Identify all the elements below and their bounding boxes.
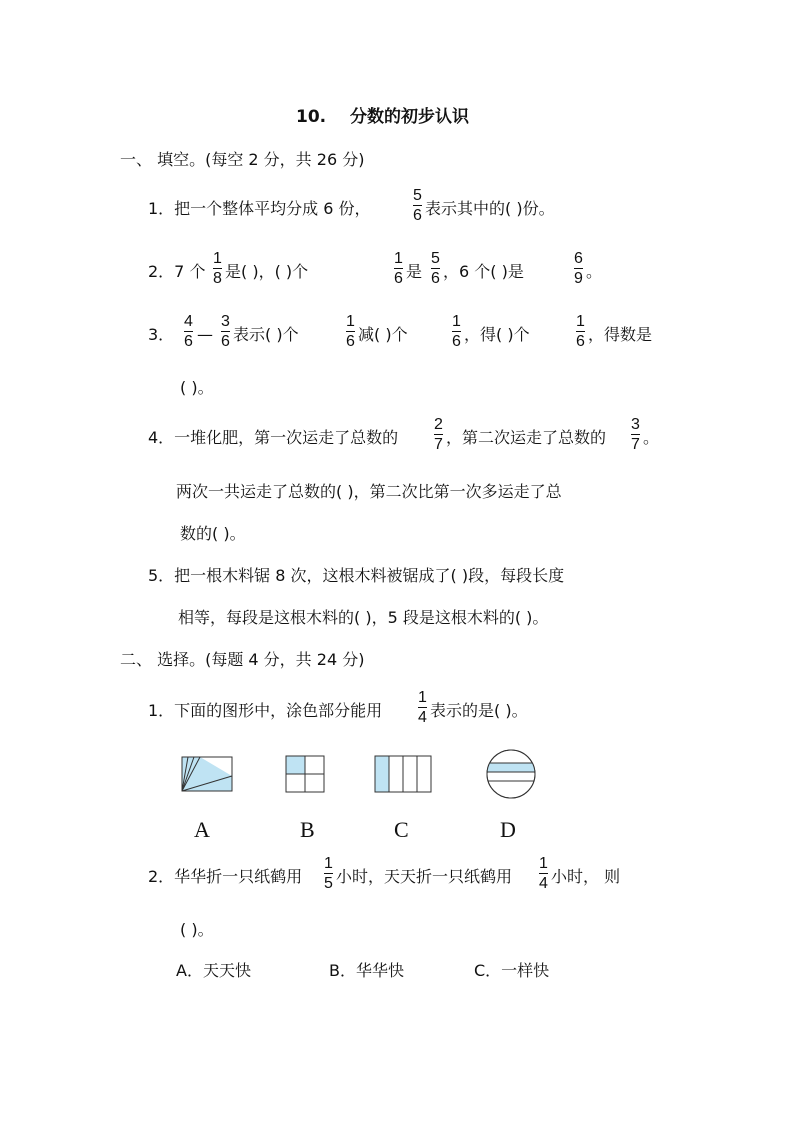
choice-c[interactable]: C．一样快 [474,961,550,980]
section-1-header: 一、 填空。(每空 2 分，共 26 分) [120,150,365,169]
denominator: 6 [184,333,193,350]
denominator: 7 [434,436,443,453]
fraction [539,855,548,892]
numerator: 1 [576,313,585,330]
q1-3-text-a: 3． [148,325,175,344]
q1-2-text-b: 是( )，( )个 [225,262,309,281]
q1-2-text-c: 是 [406,262,423,281]
numerator: 1 [452,313,461,330]
numerator: 3 [221,313,230,330]
q1-4-text-a: 4．一堆化肥，第一次运走了总数的 [148,428,399,447]
q1-3-text-b: 表示( )个 [233,325,299,344]
minus-sign: — [197,325,213,344]
q2-1-text-b: 表示的是( )。 [430,701,528,720]
fraction-bar [324,873,333,874]
q1-4-text-b: ，第二次运走了总数的 [446,428,607,447]
numerator: 2 [434,416,443,433]
denominator: 8 [213,270,222,287]
numerator: 1 [324,855,333,872]
denominator: 7 [631,436,640,453]
choice-b[interactable]: B．华华快 [329,961,404,980]
denominator: 6 [394,270,403,287]
denominator: 9 [574,270,583,287]
q1-4-text-c: 。 [643,428,660,447]
figure-a [182,757,232,791]
shaded-region [286,756,305,774]
numerator: 4 [184,313,193,330]
numerator: 6 [574,250,583,267]
page-title: 分数的初步认识 [350,107,469,127]
choice-a[interactable]: A．天天快 [176,961,251,980]
q2-2-text-c: 小时， 则 [551,867,621,886]
q2-2-line2: ( )。 [180,920,214,939]
title-number: 10. [296,107,327,127]
shaded-region [486,763,536,772]
q1-2-text-a: 2．7 个 [148,262,206,281]
shaded-region [375,756,389,792]
figure-d [486,750,536,798]
numerator: 1 [539,855,548,872]
denominator: 6 [431,270,440,287]
denominator: 6 [221,333,230,350]
numerator: 5 [413,187,422,204]
option-c-label[interactable]: C [394,817,409,842]
figure-b [286,756,324,792]
figure-c [375,756,431,792]
numerator: 1 [346,313,355,330]
numerator: 1 [418,689,427,706]
q1-3-text-e: ，得数是 [588,325,653,344]
q1-2-text-d: ，6 个( )是 [443,262,524,281]
option-a-label[interactable]: A [194,817,210,842]
q2-1-text-a: 1．下面的图形中，涂色部分能用 [148,701,383,720]
q1-3-text-d: ，得( )个 [464,325,530,344]
q1-5-line1: 5．把一根木料锯 8 次，这根木料被锯成了( )段，每段长度 [148,566,565,585]
numerator: 1 [394,250,403,267]
q2-2-text-b: 小时，天天折一只纸鹤用 [336,867,513,886]
denominator: 5 [324,875,333,892]
q1-3-line2: ( )。 [180,378,214,397]
denominator: 6 [452,333,461,350]
denominator: 6 [576,333,585,350]
option-b-label[interactable]: B [300,817,315,842]
fraction-bar [539,873,548,874]
q1-5-line2: 相等，每段是这根木料的( )，5 段是这根木料的( )。 [178,608,549,627]
numerator: 3 [631,416,640,433]
q1-4-line3: 数的( )。 [180,524,246,543]
section-2-header: 二、 选择。(每题 4 分，共 24 分) [120,650,365,669]
numerator: 1 [213,250,222,267]
q1-3-text-c: 减( )个 [358,325,408,344]
denominator: 6 [346,333,355,350]
denominator: 4 [539,875,548,892]
q1-1-text-b: 表示其中的( )份。 [425,199,555,218]
denominator: 6 [413,207,422,224]
q1-1-text-a: 1．把一个整体平均分成 6 份， [148,199,371,218]
fraction [324,855,333,892]
denominator: 4 [418,709,427,726]
q1-4-line2: 两次一共运走了总数的( )，第二次比第一次多运走了总 [176,482,562,501]
numerator: 5 [431,250,440,267]
option-d-label[interactable]: D [500,817,516,842]
q2-2-text-a: 2．华华折一只纸鹤用 [148,867,303,886]
q1-2-text-e: 。 [586,262,603,281]
